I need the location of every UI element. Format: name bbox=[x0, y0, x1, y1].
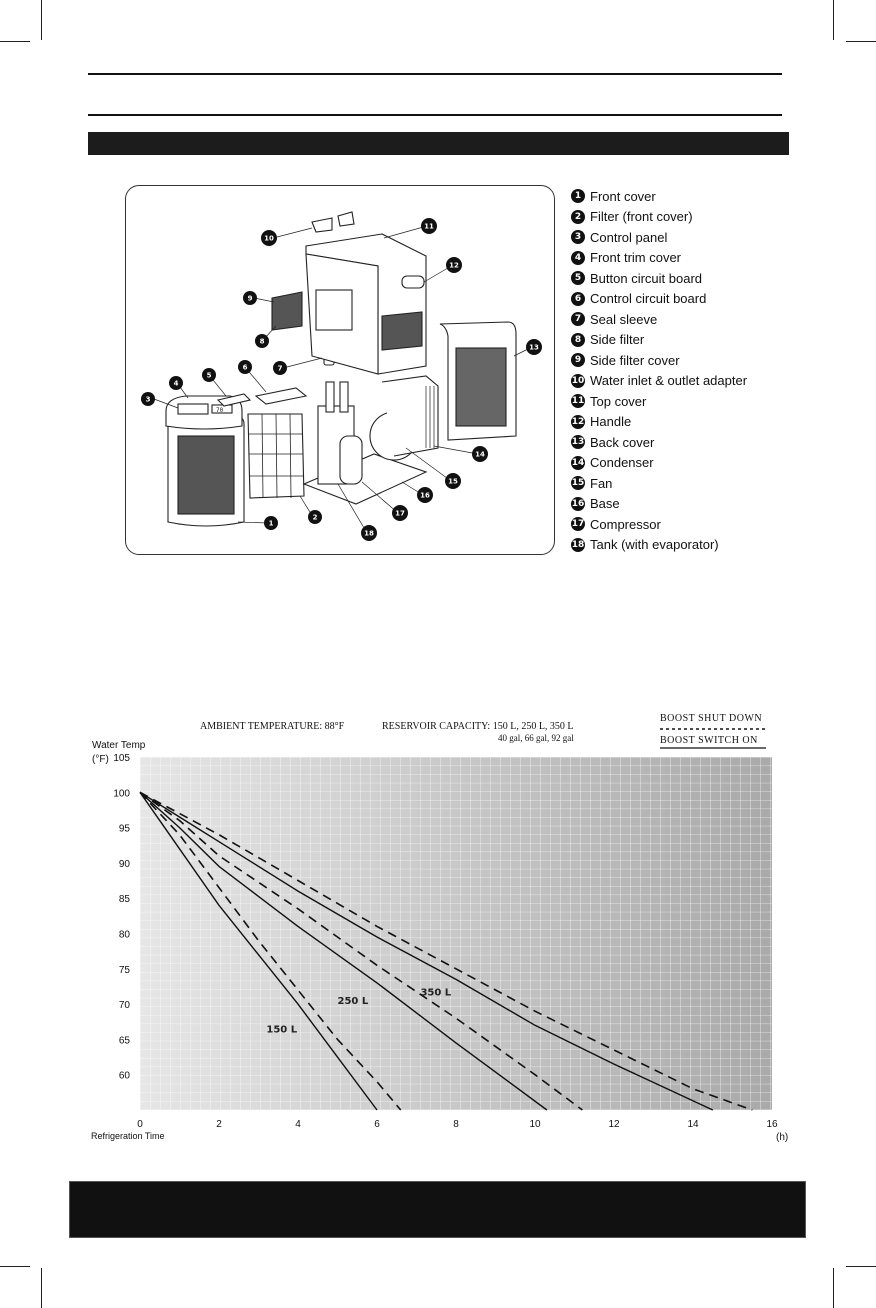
part-item bbox=[571, 268, 861, 289]
crop-mark bbox=[41, 1268, 42, 1308]
part-number: 18 bbox=[571, 539, 585, 550]
curve-label: 350 L bbox=[420, 987, 452, 999]
callout-2 bbox=[308, 510, 322, 524]
crop-mark bbox=[846, 41, 876, 42]
callout-17-label: 17 bbox=[395, 509, 405, 518]
x-tick-label: 10 bbox=[529, 1119, 541, 1130]
chart-ambient-text: AMBIENT TEMPERATURE: 88°F bbox=[200, 721, 345, 732]
y-tick-label: 75 bbox=[118, 964, 130, 976]
section-title-bar bbox=[88, 132, 789, 155]
part-item bbox=[571, 494, 861, 515]
crop-mark bbox=[41, 0, 42, 40]
part-label: Button circuit board bbox=[590, 270, 703, 286]
cooling-chart-svg bbox=[84, 705, 876, 1155]
part-label: Side filter cover bbox=[590, 352, 680, 368]
part-number: 3 bbox=[571, 230, 585, 244]
crop-mark bbox=[833, 1268, 834, 1308]
part-number: 10 bbox=[571, 375, 585, 386]
part-number: 7 bbox=[571, 312, 585, 326]
y-tick-label: 60 bbox=[118, 1070, 130, 1082]
callout-13 bbox=[526, 339, 542, 355]
x-tick-label: 16 bbox=[766, 1119, 778, 1130]
part-number: 14 bbox=[571, 457, 585, 468]
cooling-chart bbox=[84, 705, 876, 1155]
crop-mark bbox=[0, 41, 30, 42]
part-item bbox=[571, 227, 861, 248]
y-tick-label: 105 bbox=[113, 753, 130, 764]
callout-4-label: 4 bbox=[173, 379, 179, 388]
callout-16 bbox=[417, 487, 433, 503]
y-tick-label: 80 bbox=[118, 929, 130, 941]
callout-9-label: 9 bbox=[247, 294, 253, 303]
part-item bbox=[571, 412, 861, 433]
part-number: 11 bbox=[571, 396, 585, 407]
part-item bbox=[571, 371, 861, 392]
y-axis-label: Water Temp bbox=[92, 740, 146, 751]
callout-5-label: 5 bbox=[206, 371, 212, 380]
legend-label-solid: BOOST SWITCH ON bbox=[660, 735, 758, 746]
part-number: 4 bbox=[571, 251, 585, 265]
curve-label: 150 L bbox=[266, 1024, 298, 1036]
part-number: 6 bbox=[571, 292, 585, 306]
header-rule-top bbox=[88, 73, 782, 75]
y-tick-labels bbox=[113, 753, 130, 1082]
parts-list bbox=[571, 186, 861, 555]
chart-legend bbox=[660, 713, 766, 748]
x-tick-label: 12 bbox=[608, 1119, 620, 1130]
y-tick-label: 95 bbox=[118, 823, 130, 835]
callout-10 bbox=[261, 230, 277, 246]
part-number: 1 bbox=[571, 189, 585, 203]
x-tick-labels bbox=[137, 1119, 778, 1130]
exploded-view-diagram bbox=[125, 185, 555, 555]
part-label: Front trim cover bbox=[590, 250, 682, 266]
callout-15 bbox=[445, 473, 461, 489]
part-label: Filter (front cover) bbox=[590, 209, 693, 225]
part-item bbox=[571, 350, 861, 371]
callout-13-label: 13 bbox=[529, 343, 539, 352]
part-item bbox=[571, 186, 861, 207]
callout-1-label: 1 bbox=[268, 519, 274, 528]
part-item bbox=[571, 535, 861, 556]
callout-4 bbox=[169, 376, 183, 390]
part-label: Water inlet & outlet adapter bbox=[590, 373, 748, 389]
x-tick-label: 0 bbox=[137, 1119, 143, 1130]
callout-6 bbox=[238, 360, 252, 374]
part-number: 13 bbox=[571, 437, 585, 448]
header-rule-bottom bbox=[88, 114, 782, 116]
x-axis-label: Refrigeration Time bbox=[91, 1131, 165, 1141]
footer-bar bbox=[69, 1181, 806, 1238]
part-label: Front cover bbox=[590, 188, 656, 204]
callout-3 bbox=[141, 392, 155, 406]
part-item bbox=[571, 289, 861, 310]
part-item bbox=[571, 453, 861, 474]
part-number: 17 bbox=[571, 519, 585, 530]
callout-1 bbox=[264, 516, 278, 530]
part-item bbox=[571, 391, 861, 412]
part-number: 15 bbox=[571, 478, 585, 489]
legend-label-dashed: BOOST SHUT DOWN bbox=[660, 713, 763, 724]
callout-8-label: 8 bbox=[259, 337, 265, 346]
part-number: 16 bbox=[571, 498, 585, 509]
part-item bbox=[571, 432, 861, 453]
callout-3-label: 3 bbox=[145, 395, 151, 404]
part-item bbox=[571, 514, 861, 535]
y-tick-label: 70 bbox=[118, 1000, 130, 1012]
part-item bbox=[571, 207, 861, 228]
part-label: Compressor bbox=[590, 516, 661, 532]
callout-15-label: 15 bbox=[448, 477, 458, 486]
x-tick-label: 4 bbox=[295, 1119, 301, 1130]
part-label: Base bbox=[590, 496, 620, 512]
x-tick-label: 8 bbox=[453, 1119, 459, 1130]
curve-label: 250 L bbox=[337, 996, 369, 1008]
callout-14 bbox=[472, 446, 488, 462]
callout-7 bbox=[273, 361, 287, 375]
callout-14-label: 14 bbox=[475, 450, 485, 459]
y-tick-label: 100 bbox=[113, 788, 130, 800]
part-label: Control circuit board bbox=[590, 291, 707, 307]
part-label: Control panel bbox=[590, 229, 668, 245]
callout-12 bbox=[446, 257, 462, 273]
x-axis-unit: (h) bbox=[776, 1132, 789, 1143]
part-item bbox=[571, 309, 861, 330]
callout-16-label: 16 bbox=[420, 491, 430, 500]
part-label: Side filter bbox=[590, 332, 645, 348]
y-tick-label: 85 bbox=[118, 894, 130, 906]
part-number: 5 bbox=[571, 271, 585, 285]
part-label: Top cover bbox=[590, 393, 647, 409]
callout-6-label: 6 bbox=[242, 363, 248, 372]
crop-mark bbox=[846, 1266, 876, 1267]
callout-17 bbox=[392, 505, 408, 521]
callout-2-label: 2 bbox=[312, 513, 318, 522]
part-item bbox=[571, 473, 861, 494]
callout-10-label: 10 bbox=[264, 234, 274, 243]
y-tick-label: 65 bbox=[118, 1035, 130, 1047]
callout-8 bbox=[255, 334, 269, 348]
plot-grid bbox=[140, 757, 772, 1110]
part-label: Fan bbox=[590, 475, 613, 491]
callout-12-label: 12 bbox=[449, 261, 459, 270]
x-tick-label: 14 bbox=[687, 1119, 699, 1130]
crop-mark bbox=[833, 0, 834, 40]
y-axis-unit: (°F) bbox=[92, 754, 109, 765]
part-number: 9 bbox=[571, 353, 585, 367]
crop-mark bbox=[0, 1266, 30, 1267]
part-number: 8 bbox=[571, 333, 585, 347]
x-tick-label: 2 bbox=[216, 1119, 222, 1130]
y-tick-label: 90 bbox=[118, 858, 130, 870]
part-label: Tank (with evaporator) bbox=[590, 537, 719, 553]
part-label: Seal sleeve bbox=[590, 311, 658, 327]
chart-capacity-text: RESERVOIR CAPACITY: 150 L, 250 L, 350 L bbox=[382, 721, 574, 732]
part-label: Back cover bbox=[590, 434, 655, 450]
exploded-view-drawing bbox=[126, 186, 554, 554]
callout-7-label: 7 bbox=[277, 364, 283, 373]
chart-gallons-text: 40 gal, 66 gal, 92 gal bbox=[498, 733, 574, 743]
part-number: 12 bbox=[571, 416, 585, 427]
callout-11 bbox=[421, 218, 437, 234]
part-item bbox=[571, 248, 861, 269]
x-tick-label: 6 bbox=[374, 1119, 380, 1130]
callout-18-label: 18 bbox=[364, 529, 374, 538]
callout-18 bbox=[361, 525, 377, 541]
callout-9 bbox=[243, 291, 257, 305]
callout-11-label: 11 bbox=[424, 222, 434, 231]
callout-5 bbox=[202, 368, 216, 382]
part-label: Condenser bbox=[590, 455, 654, 471]
part-item bbox=[571, 330, 861, 351]
part-label: Handle bbox=[590, 414, 632, 430]
part-number: 2 bbox=[571, 210, 585, 224]
display-readout: 70 bbox=[216, 407, 224, 414]
